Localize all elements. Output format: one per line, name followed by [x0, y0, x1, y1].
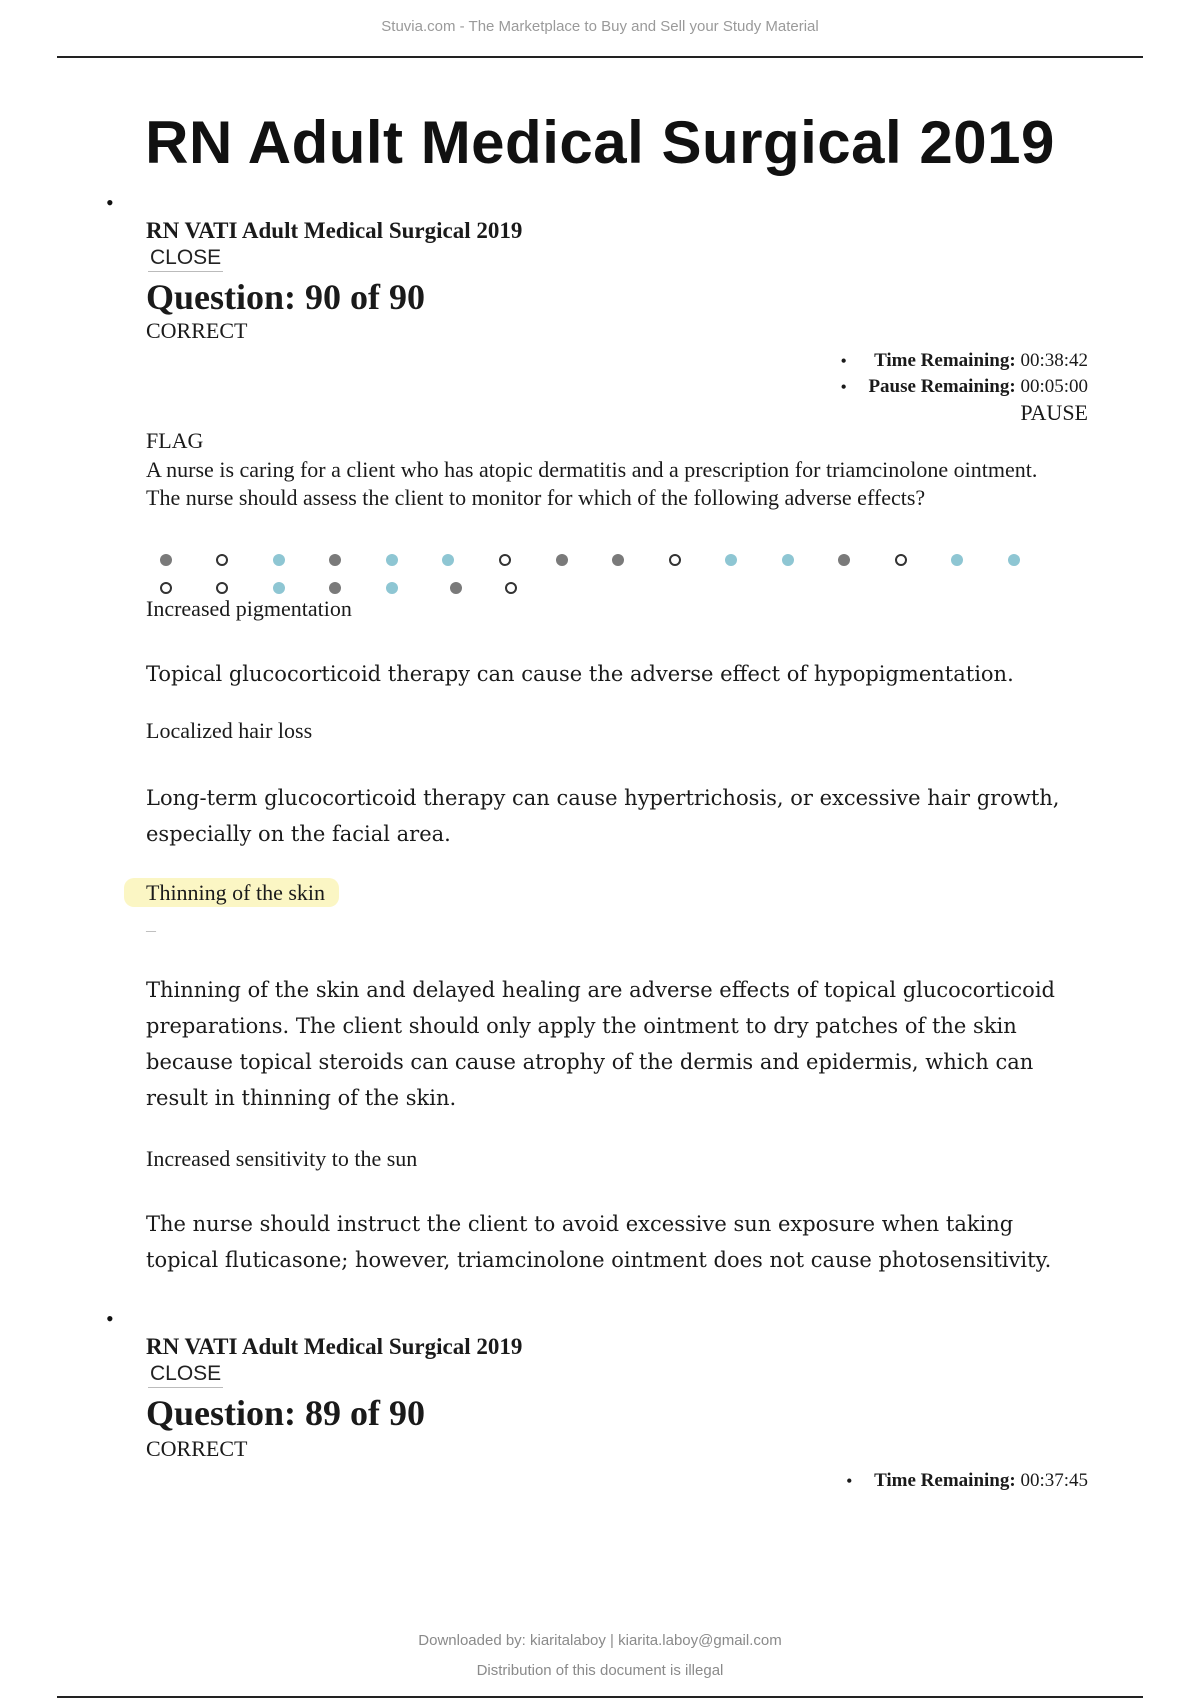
- answer-option[interactable]: Localized hair loss: [146, 718, 313, 743]
- answer-option[interactable]: Increased pigmentation: [146, 596, 352, 621]
- bullet-icon: •: [840, 377, 847, 397]
- nav-dot[interactable]: [273, 554, 285, 566]
- option-rationale: Long-term glucocorticoid therapy can cause hypertrichosis, or excessive hair growth, especially on the facial area.: [146, 786, 1060, 846]
- answer-status: CORRECT: [146, 1436, 248, 1461]
- nav-dot[interactable]: [216, 554, 228, 566]
- nav-dot[interactable]: [782, 554, 794, 566]
- header-divider: [57, 56, 1143, 58]
- divider-mark: —: [146, 926, 156, 937]
- time-remaining-label: Time Remaining:: [874, 1470, 1016, 1491]
- nav-dot[interactable]: [556, 554, 568, 566]
- nav-dot[interactable]: [1008, 554, 1020, 566]
- nav-dot[interactable]: [160, 582, 172, 594]
- time-remaining: [840, 348, 1088, 374]
- timer-list: [840, 348, 1088, 400]
- question-text: A nurse is caring for a client who has atopic dermatitis and a prescription for triamcinolone ointment. The nurse should assess the client to monitor for which of the following adverse effects?: [146, 457, 1038, 510]
- nav-dot[interactable]: [329, 554, 341, 566]
- exam-name: RN VATI Adult Medical Surgical 2019: [146, 1334, 523, 1359]
- time-remaining: [846, 1468, 1088, 1494]
- nav-dot[interactable]: [838, 554, 850, 566]
- distribution-notice: Distribution of this document is illegal: [476, 1662, 724, 1679]
- nav-dot[interactable]: [725, 554, 737, 566]
- nav-dot[interactable]: [499, 554, 511, 566]
- question-number: Question: 89 of 90: [146, 1393, 425, 1433]
- option-rationale: Topical glucocorticoid therapy can cause the adverse effect of hypopigmentation.: [146, 662, 1014, 686]
- pause-button[interactable]: PAUSE: [1020, 400, 1088, 425]
- selected-option-highlight: Thinning of the skin: [124, 878, 339, 907]
- download-notice: Downloaded by: kiaritalaboy | kiarita.laboy@gmail.com: [418, 1632, 782, 1649]
- nav-dot[interactable]: [386, 554, 398, 566]
- bullet-icon: •: [106, 1306, 114, 1331]
- nav-dot[interactable]: [669, 554, 681, 566]
- nav-dot[interactable]: [273, 582, 285, 594]
- site-watermark: Stuvia.com - The Marketplace to Buy and Sell your Study Material: [381, 18, 819, 35]
- bullet-icon: •: [106, 190, 114, 215]
- nav-dot[interactable]: [505, 582, 517, 594]
- flag-button[interactable]: FLAG: [146, 428, 204, 453]
- nav-dot[interactable]: [216, 582, 228, 594]
- nav-dot[interactable]: [612, 554, 624, 566]
- bullet-icon: •: [846, 1471, 853, 1491]
- pause-remaining-label: Pause Remaining:: [868, 376, 1016, 397]
- nav-dot[interactable]: [442, 554, 454, 566]
- time-remaining-value: 00:38:42: [1020, 350, 1088, 371]
- time-remaining-value: 00:37:45: [1020, 1470, 1088, 1491]
- pause-remaining-value: 00:05:00: [1020, 376, 1088, 397]
- answer-option-selected[interactable]: [146, 880, 339, 906]
- nav-dot[interactable]: [386, 582, 398, 594]
- close-button[interactable]: CLOSE: [148, 246, 223, 272]
- nav-dot[interactable]: [160, 554, 172, 566]
- option-rationale: The nurse should instruct the client to avoid excessive sun exposure when taking topical fluticasone; however, triamcinolone ointment does not cause photosensitivity.: [146, 1212, 1052, 1272]
- option-rationale: Thinning of the skin and delayed healing are adverse effects of topical glucocorticoid preparations. The client should only apply the ointment to dry patches of the skin because topical steroids can cause atrophy of the dermis and epidermis, which can result in thinning of the skin.: [146, 978, 1055, 1110]
- nav-dot[interactable]: [895, 554, 907, 566]
- answer-option[interactable]: Increased sensitivity to the sun: [146, 1146, 418, 1171]
- footer-divider: [57, 1696, 1143, 1698]
- document-title: RN Adult Medical Surgical 2019: [145, 109, 1055, 176]
- exam-name: RN VATI Adult Medical Surgical 2019: [146, 218, 523, 243]
- nav-dot[interactable]: [951, 554, 963, 566]
- nav-dot[interactable]: [450, 582, 462, 594]
- answer-status: CORRECT: [146, 318, 248, 343]
- question-number: Question: 90 of 90: [146, 277, 425, 317]
- timer-list: [846, 1468, 1088, 1494]
- time-remaining-label: Time Remaining:: [874, 350, 1016, 371]
- close-button[interactable]: CLOSE: [148, 1362, 223, 1388]
- bullet-icon: •: [840, 351, 847, 371]
- nav-dot[interactable]: [329, 582, 341, 594]
- pause-remaining: [840, 374, 1088, 400]
